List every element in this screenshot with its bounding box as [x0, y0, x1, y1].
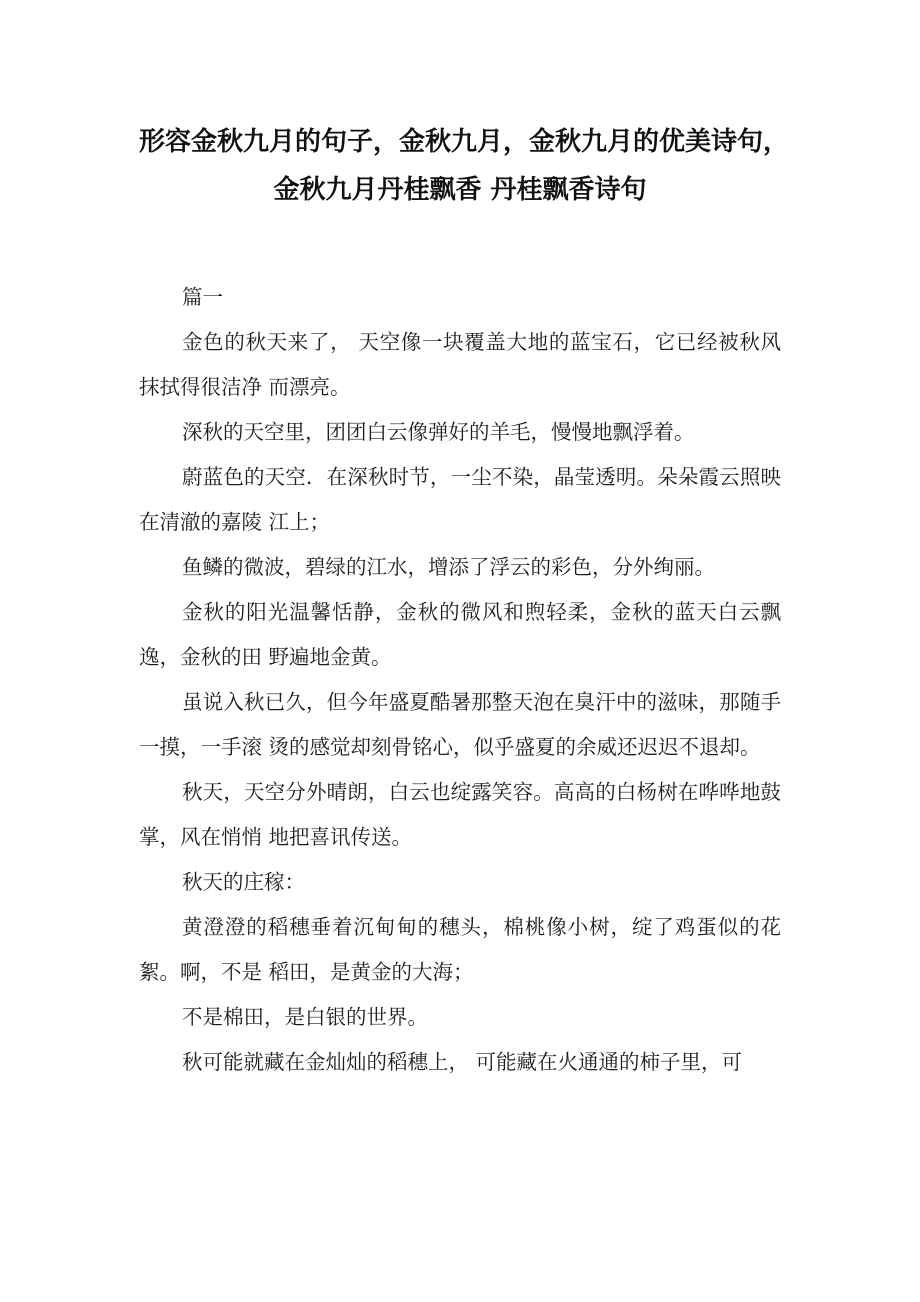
paragraph: 不是棉田，是白银的世界。 [182, 1005, 428, 1029]
paragraph: 金秋的阳光温馨恬静，金秋的微风和煦轻柔，金秋的蓝天白云飘逸，金秋的田 野遍地金黄。 [139, 600, 781, 669]
paragraph: 蔚蓝色的天空．在深秋时节，一尘不染，晶莹透明。朵朵霞云照映在清澈的嘉陵 江上； [139, 465, 781, 534]
paragraph: 黄澄澄的稻穗垂着沉甸甸的穗头，棉桃像小树，绽了鸡蛋似的花絮。啊，不是 稻田，是黄金的大海； [139, 915, 781, 984]
paragraph: 金色的秋天来了， 天空像一块覆盖大地的蓝宝石，它已经被秋风抹拭得很洁净 而漂亮。 [139, 330, 781, 399]
paragraph: 虽说入秋已久，但今年盛夏酷暑那整天泡在臭汗中的滋味，那随手一摸，一手滚 烫的感觉却刻骨铭心，似乎盛夏的余威还迟迟不退却。 [139, 690, 781, 759]
paragraph: 深秋的天空里，团团白云像弹好的羊毛，慢慢地飘浮着。 [182, 420, 695, 444]
section-heading: 篇一 [182, 285, 223, 309]
title-line-2: 金秋九月丹桂飘香 丹桂飘香诗句 [273, 175, 647, 205]
paragraph: 鱼鳞的微波，碧绿的江水，增添了浮云的彩色，分外绚丽。 [182, 555, 715, 579]
document-body [139, 275, 781, 1085]
document-title [139, 118, 790, 214]
paragraph: 秋天，天空分外晴朗，白云也绽露笑容。高高的白杨树在哗哗地鼓掌，风在悄悄 地把喜讯传送。 [139, 780, 781, 849]
title-line-1: 形容金秋九月的句子，金秋九月，金秋九月的优美诗句， [139, 127, 790, 157]
paragraph: 秋天的庄稼： [182, 870, 305, 894]
paragraph: 秋可能就藏在金灿灿的稻穗上， 可能藏在火通通的柿子里，可 [182, 1050, 743, 1074]
